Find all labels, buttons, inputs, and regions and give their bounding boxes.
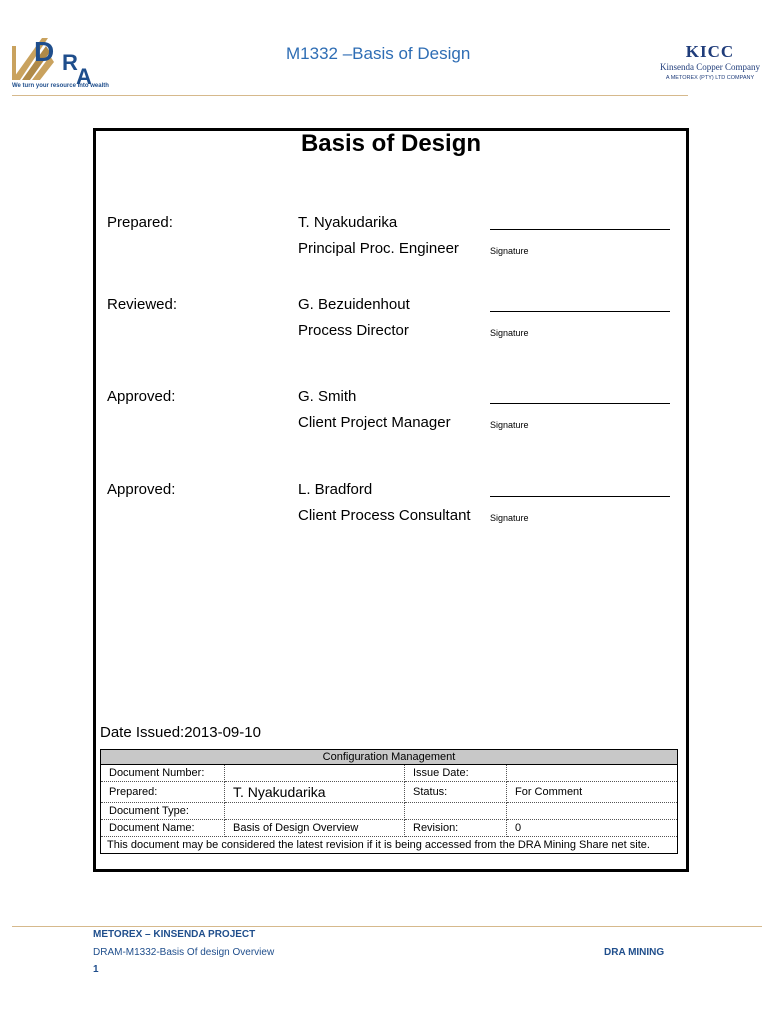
- signatory-role: Client Project Manager: [298, 414, 451, 431]
- signature-caption: Signature: [490, 328, 529, 338]
- dra-logo-tagline: We turn your resource into wealth: [12, 83, 109, 89]
- table-cell-value: [507, 765, 678, 782]
- table-cell-key: Document Number:: [101, 765, 225, 782]
- footer-company: DRA MINING: [604, 947, 665, 958]
- kicc-logo-name: KICC: [685, 42, 735, 61]
- signature-caption: Signature: [490, 513, 529, 523]
- table-row: [101, 837, 678, 854]
- dra-logo: [12, 36, 112, 92]
- signature-line: [490, 403, 670, 404]
- signatory-label: Approved:: [107, 388, 176, 405]
- signatory-label: Prepared:: [107, 214, 173, 231]
- signatory-name: L. Bradford: [298, 481, 373, 498]
- footer-doc-ref: DRAM-M1332-Basis Of design Overview: [93, 947, 275, 958]
- table-cell-key: Issue Date:: [405, 765, 507, 782]
- signature-caption: Signature: [490, 420, 529, 430]
- table-cell-value: Basis of Design Overview: [225, 820, 405, 837]
- table-cell-value: T. Nyakudarika: [225, 782, 405, 803]
- footer-divider: [12, 926, 762, 927]
- signatory-name: G. Smith: [298, 388, 357, 405]
- table-cell-value: 0: [507, 820, 678, 837]
- table-cell-key: Revision:: [405, 820, 507, 837]
- signatory-role: Process Director: [298, 322, 409, 339]
- table-row: [101, 765, 678, 782]
- dra-logo-letter-r: R: [62, 50, 78, 75]
- table-cell-value: For Comment: [507, 782, 678, 803]
- table-cell-key: Status:: [405, 782, 507, 803]
- footer-project: METOREX – KINSENDA PROJECT: [93, 929, 256, 940]
- signatory-name: T. Nyakudarika: [298, 214, 398, 231]
- header-divider: [12, 95, 688, 96]
- signature-line: [490, 229, 670, 230]
- table-cell-key: Document Name:: [101, 820, 225, 837]
- kicc-logo-subtitle-2: A METOREX (PTY) LTD COMPANY: [665, 75, 755, 81]
- dra-logo-letter-d: D: [34, 36, 55, 67]
- table-row: [101, 750, 678, 765]
- signatory-name: G. Bezuidenhout: [298, 296, 410, 313]
- table-row: [101, 782, 678, 803]
- kicc-logo-subtitle: Kinsenda Copper Company: [660, 62, 760, 72]
- table-cell-value: [225, 803, 405, 820]
- table-cell-key: [405, 803, 507, 820]
- table-cell-value: [225, 765, 405, 782]
- configuration-table-title: Configuration Management: [101, 750, 678, 765]
- date-issued: Date Issued:2013-09-10: [100, 724, 261, 741]
- footer-page-number: 1: [93, 964, 99, 975]
- header-title: M1332 –Basis of Design: [286, 44, 471, 63]
- table-cell-key: Prepared:: [101, 782, 225, 803]
- signatory-role: Client Process Consultant: [298, 507, 471, 524]
- signature-caption: Signature: [490, 246, 529, 256]
- configuration-table: [100, 749, 678, 854]
- table-row: [101, 820, 678, 837]
- signature-line: [490, 496, 670, 497]
- table-cell-key: Document Type:: [101, 803, 225, 820]
- table-row: [101, 803, 678, 820]
- kicc-logo: [660, 42, 760, 81]
- dra-logo-letter-a: A: [76, 64, 92, 89]
- document-title: Basis of Design: [300, 130, 482, 157]
- signatory-label: Approved:: [107, 481, 176, 498]
- configuration-note: This document may be considered the latest revision if it is being accessed from the DRA Mining Share net site.: [101, 837, 678, 854]
- signature-line: [490, 311, 670, 312]
- signatory-role: Principal Proc. Engineer: [298, 240, 459, 257]
- table-cell-value: [507, 803, 678, 820]
- signatory-label: Reviewed:: [107, 296, 178, 313]
